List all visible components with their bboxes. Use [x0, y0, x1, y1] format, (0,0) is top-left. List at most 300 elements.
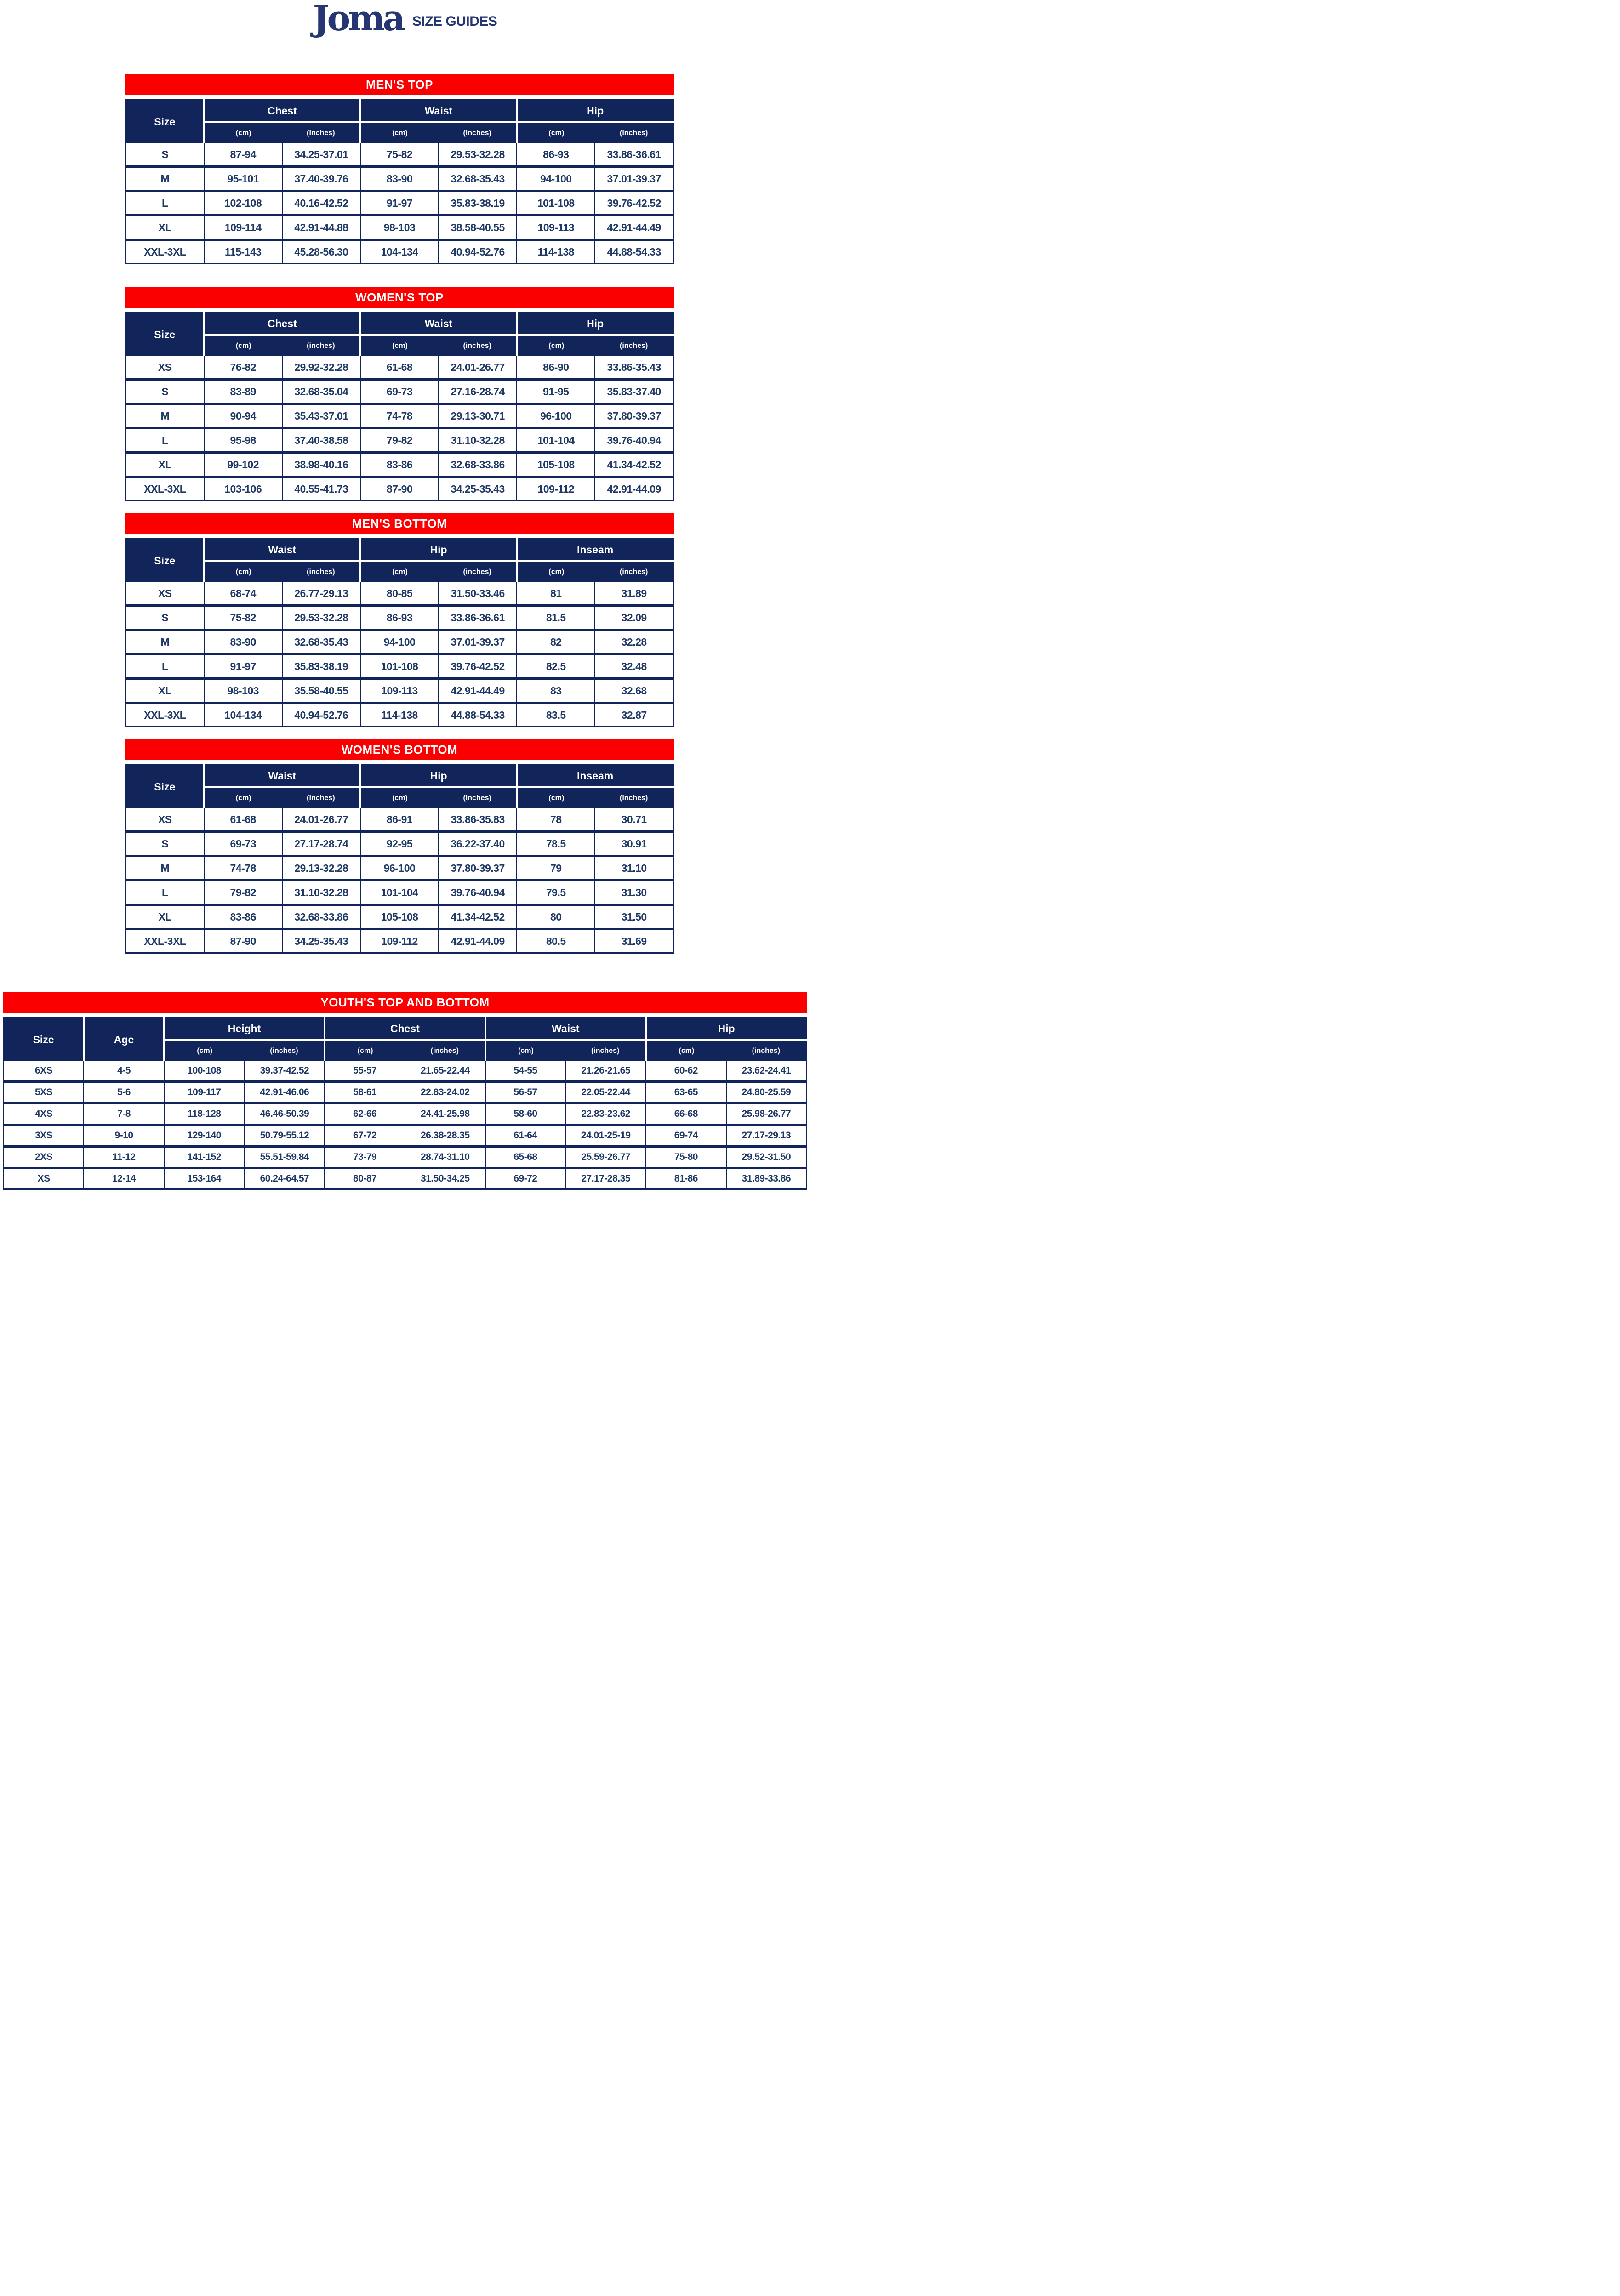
value-cell: 98-103: [204, 679, 282, 703]
table-row: [4, 1103, 807, 1125]
column-header-unit: (cm): [325, 1040, 405, 1061]
value-cell: 73-79: [325, 1147, 405, 1168]
value-cell: 33.86-35.83: [439, 808, 517, 832]
value-cell: 35.43-37.01: [282, 404, 360, 428]
value-cell: 101-108: [360, 654, 439, 679]
value-cell: 83-89: [204, 380, 282, 404]
column-header-size: Size: [126, 313, 204, 357]
value-cell: 81-86: [646, 1168, 726, 1189]
value-cell: 75-82: [360, 143, 439, 167]
value-cell: 24.80-25.59: [726, 1082, 807, 1103]
value-cell: 101-104: [517, 428, 595, 453]
value-cell: 31.30: [595, 881, 673, 905]
value-cell: 82: [517, 630, 595, 654]
value-cell: 86-93: [360, 606, 439, 630]
value-cell: 37.40-39.76: [282, 167, 360, 191]
value-cell: 80-85: [360, 582, 439, 606]
size-cell: 4XS: [4, 1103, 84, 1125]
value-cell: 100-108: [164, 1061, 245, 1082]
size-cell: L: [126, 881, 204, 905]
column-header-group: Hip: [517, 313, 673, 335]
joma-logo: Joma: [313, 0, 403, 39]
value-cell: 30.91: [595, 832, 673, 856]
size-cell: M: [126, 630, 204, 654]
value-cell: 40.94-52.76: [439, 240, 517, 264]
value-cell: 87-90: [360, 477, 439, 501]
column-header-group: Waist: [360, 100, 517, 123]
value-cell: 31.50-33.46: [439, 582, 517, 606]
column-header-group: Waist: [204, 539, 360, 562]
value-cell: 44.88-54.33: [439, 703, 517, 727]
column-header-unit: (inches): [282, 122, 360, 143]
size-cell: XL: [126, 679, 204, 703]
value-cell: 98-103: [360, 216, 439, 240]
age-cell: 5-6: [84, 1082, 164, 1103]
column-header-group: Chest: [325, 1017, 485, 1040]
value-cell: 21.65-22.44: [405, 1061, 485, 1082]
value-cell: 91-97: [360, 191, 439, 216]
table-row: [126, 477, 673, 501]
size-cell: XXL-3XL: [126, 240, 204, 264]
value-cell: 86-93: [517, 143, 595, 167]
column-header-size: Size: [126, 100, 204, 144]
column-header-unit: (cm): [204, 335, 282, 356]
value-cell: 40.16-42.52: [282, 191, 360, 216]
value-cell: 109-112: [360, 929, 439, 953]
column-header-unit: (inches): [439, 335, 517, 356]
size-cell: S: [126, 832, 204, 856]
age-cell: 4-5: [84, 1061, 164, 1082]
size-table: [125, 312, 674, 501]
value-cell: 31.50-34.25: [405, 1168, 485, 1189]
column-header-unit: (inches): [439, 122, 517, 143]
value-cell: 105-108: [360, 905, 439, 929]
value-cell: 22.83-24.02: [405, 1082, 485, 1103]
value-cell: 99-102: [204, 453, 282, 477]
value-cell: 32.09: [595, 606, 673, 630]
size-table: [125, 538, 674, 727]
value-cell: 50.79-55.12: [245, 1125, 325, 1147]
table-title-band: YOUTH'S TOP AND BOTTOM: [3, 992, 807, 1013]
value-cell: 31.69: [595, 929, 673, 953]
value-cell: 55-57: [325, 1061, 405, 1082]
value-cell: 24.01-26.77: [439, 356, 517, 380]
header-units-row: [126, 561, 673, 582]
value-cell: 76-82: [204, 356, 282, 380]
column-header-unit: (inches): [282, 787, 360, 808]
value-cell: 22.05-22.44: [565, 1082, 646, 1103]
column-header-unit: (cm): [204, 561, 282, 582]
value-cell: 38.98-40.16: [282, 453, 360, 477]
value-cell: 109-117: [164, 1082, 245, 1103]
size-cell: XS: [126, 582, 204, 606]
value-cell: 78.5: [517, 832, 595, 856]
column-header-unit: (cm): [360, 122, 439, 143]
value-cell: 75-82: [204, 606, 282, 630]
column-header-size: Size: [126, 765, 204, 809]
value-cell: 75-80: [646, 1147, 726, 1168]
value-cell: 69-74: [646, 1125, 726, 1147]
value-cell: 79-82: [204, 881, 282, 905]
value-cell: 79.5: [517, 881, 595, 905]
value-cell: 42.91-44.49: [439, 679, 517, 703]
column-header-unit: (inches): [439, 561, 517, 582]
size-cell: M: [126, 856, 204, 881]
value-cell: 21.26-21.65: [565, 1061, 646, 1082]
value-cell: 32.28: [595, 630, 673, 654]
value-cell: 74-78: [360, 404, 439, 428]
value-cell: 109-112: [517, 477, 595, 501]
value-cell: 42.91-46.06: [245, 1082, 325, 1103]
column-header-group: Hip: [360, 539, 517, 562]
column-header-group: Inseam: [517, 765, 673, 788]
column-header-unit: (inches): [282, 335, 360, 356]
value-cell: 39.76-40.94: [595, 428, 673, 453]
value-cell: 92-95: [360, 832, 439, 856]
value-cell: 32.68: [595, 679, 673, 703]
column-header-unit: (inches): [595, 122, 673, 143]
value-cell: 60.24-64.57: [245, 1168, 325, 1189]
value-cell: 61-68: [360, 356, 439, 380]
header-group-row: [126, 765, 673, 788]
value-cell: 114-138: [360, 703, 439, 727]
value-cell: 32.87: [595, 703, 673, 727]
value-cell: 83-86: [360, 453, 439, 477]
table-row: [126, 143, 673, 167]
value-cell: 102-108: [204, 191, 282, 216]
page-header: [0, 0, 810, 39]
table-row: [126, 679, 673, 703]
column-header-unit: (inches): [565, 1040, 646, 1061]
value-cell: 80-87: [325, 1168, 405, 1189]
value-cell: 32.68-35.43: [282, 630, 360, 654]
table-row: [126, 582, 673, 606]
size-cell: XXL-3XL: [126, 929, 204, 953]
age-cell: 11-12: [84, 1147, 164, 1168]
header-group-row: [126, 313, 673, 335]
size-cell: XS: [126, 356, 204, 380]
column-header-group: Chest: [204, 100, 360, 123]
value-cell: 34.25-35.43: [282, 929, 360, 953]
value-cell: 25.98-26.77: [726, 1103, 807, 1125]
table-row: [126, 404, 673, 428]
value-cell: 86-91: [360, 808, 439, 832]
header-group-row: [126, 100, 673, 123]
size-cell: 3XS: [4, 1125, 84, 1147]
value-cell: 29.13-32.28: [282, 856, 360, 881]
value-cell: 78: [517, 808, 595, 832]
size-cell: L: [126, 428, 204, 453]
value-cell: 35.83-38.19: [439, 191, 517, 216]
column-header-unit: (cm): [646, 1040, 726, 1061]
column-header-unit: (cm): [204, 122, 282, 143]
value-cell: 55.51-59.84: [245, 1147, 325, 1168]
column-header-unit: (cm): [517, 787, 595, 808]
value-cell: 67-72: [325, 1125, 405, 1147]
value-cell: 80.5: [517, 929, 595, 953]
value-cell: 115-143: [204, 240, 282, 264]
column-header-unit: (inches): [595, 787, 673, 808]
table-row: [4, 1147, 807, 1168]
column-header-unit: (cm): [517, 122, 595, 143]
value-cell: 60-62: [646, 1061, 726, 1082]
size-cell: L: [126, 654, 204, 679]
value-cell: 27.16-28.74: [439, 380, 517, 404]
column-header-unit: (cm): [204, 787, 282, 808]
column-header-unit: (cm): [485, 1040, 566, 1061]
size-cell: S: [126, 606, 204, 630]
guide-section: [125, 739, 674, 954]
size-cell: 6XS: [4, 1061, 84, 1082]
column-header-age: Age: [84, 1017, 164, 1062]
column-header-unit: (inches): [726, 1040, 807, 1061]
value-cell: 44.88-54.33: [595, 240, 673, 264]
value-cell: 94-100: [517, 167, 595, 191]
value-cell: 141-152: [164, 1147, 245, 1168]
value-cell: 27.17-28.35: [565, 1168, 646, 1189]
value-cell: 39.76-42.52: [595, 191, 673, 216]
value-cell: 79: [517, 856, 595, 881]
size-table: [125, 764, 674, 954]
value-cell: 34.25-37.01: [282, 143, 360, 167]
value-cell: 109-113: [517, 216, 595, 240]
value-cell: 41.34-42.52: [595, 453, 673, 477]
value-cell: 26.77-29.13: [282, 582, 360, 606]
value-cell: 46.46-50.39: [245, 1103, 325, 1125]
value-cell: 29.92-32.28: [282, 356, 360, 380]
value-cell: 41.34-42.52: [439, 905, 517, 929]
value-cell: 29.53-32.28: [282, 606, 360, 630]
guide-section: [125, 74, 674, 264]
table-row: [126, 929, 673, 953]
value-cell: 33.86-36.61: [595, 143, 673, 167]
column-header-group: Hip: [360, 765, 517, 788]
column-header-group: Waist: [485, 1017, 646, 1040]
size-cell: L: [126, 191, 204, 216]
column-header-unit: (inches): [282, 561, 360, 582]
table-row: [126, 856, 673, 881]
value-cell: 31.89: [595, 582, 673, 606]
column-header-unit: (cm): [164, 1040, 245, 1061]
size-cell: S: [126, 380, 204, 404]
column-header-size: Size: [126, 539, 204, 583]
size-cell: XL: [126, 216, 204, 240]
value-cell: 80: [517, 905, 595, 929]
value-cell: 104-134: [204, 703, 282, 727]
column-header-unit: (inches): [595, 561, 673, 582]
value-cell: 58-60: [485, 1103, 566, 1125]
table-row: [4, 1125, 807, 1147]
column-header-unit: (cm): [517, 335, 595, 356]
value-cell: 31.89-33.86: [726, 1168, 807, 1189]
value-cell: 87-94: [204, 143, 282, 167]
value-cell: 65-68: [485, 1147, 566, 1168]
size-cell: XS: [126, 808, 204, 832]
value-cell: 74-78: [204, 856, 282, 881]
value-cell: 42.91-44.49: [595, 216, 673, 240]
size-table: [125, 99, 674, 264]
value-cell: 91-97: [204, 654, 282, 679]
table-row: [126, 606, 673, 630]
value-cell: 104-134: [360, 240, 439, 264]
table-row: [126, 380, 673, 404]
value-cell: 37.80-39.37: [595, 404, 673, 428]
value-cell: 81: [517, 582, 595, 606]
value-cell: 101-108: [517, 191, 595, 216]
value-cell: 37.80-39.37: [439, 856, 517, 881]
value-cell: 32.68-35.43: [439, 167, 517, 191]
value-cell: 32.68-35.04: [282, 380, 360, 404]
guide-section: [3, 992, 807, 1190]
value-cell: 39.37-42.52: [245, 1061, 325, 1082]
guide-section: [125, 513, 674, 727]
column-header-unit: (cm): [360, 335, 439, 356]
value-cell: 95-98: [204, 428, 282, 453]
value-cell: 101-104: [360, 881, 439, 905]
column-header-unit: (inches): [595, 335, 673, 356]
value-cell: 39.76-40.94: [439, 881, 517, 905]
value-cell: 83-90: [360, 167, 439, 191]
value-cell: 68-74: [204, 582, 282, 606]
table-row: [126, 905, 673, 929]
value-cell: 63-65: [646, 1082, 726, 1103]
size-cell: M: [126, 404, 204, 428]
column-header-unit: (cm): [360, 787, 439, 808]
value-cell: 153-164: [164, 1168, 245, 1189]
size-cell: S: [126, 143, 204, 167]
size-cell: XL: [126, 905, 204, 929]
table-row: [126, 808, 673, 832]
size-cell: 2XS: [4, 1147, 84, 1168]
value-cell: 83.5: [517, 703, 595, 727]
value-cell: 22.83-23.62: [565, 1103, 646, 1125]
value-cell: 86-90: [517, 356, 595, 380]
age-cell: 9-10: [84, 1125, 164, 1147]
column-header-unit: (inches): [439, 787, 517, 808]
value-cell: 24.41-25.98: [405, 1103, 485, 1125]
value-cell: 42.91-44.88: [282, 216, 360, 240]
value-cell: 45.28-56.30: [282, 240, 360, 264]
value-cell: 38.58-40.55: [439, 216, 517, 240]
size-cell: M: [126, 167, 204, 191]
column-header-group: Inseam: [517, 539, 673, 562]
column-header-group: Waist: [204, 765, 360, 788]
table-row: [126, 654, 673, 679]
value-cell: 37.01-39.37: [595, 167, 673, 191]
value-cell: 23.62-24.41: [726, 1061, 807, 1082]
table-title-band: WOMEN'S TOP: [125, 287, 674, 308]
table-row: [126, 191, 673, 216]
value-cell: 83-86: [204, 905, 282, 929]
value-cell: 129-140: [164, 1125, 245, 1147]
value-cell: 33.86-36.61: [439, 606, 517, 630]
value-cell: 31.50: [595, 905, 673, 929]
value-cell: 40.94-52.76: [282, 703, 360, 727]
value-cell: 79-82: [360, 428, 439, 453]
value-cell: 32.68-33.86: [439, 453, 517, 477]
value-cell: 96-100: [360, 856, 439, 881]
size-cell: 5XS: [4, 1082, 84, 1103]
value-cell: 96-100: [517, 404, 595, 428]
value-cell: 31.10-32.28: [282, 881, 360, 905]
table-row: [4, 1061, 807, 1082]
value-cell: 31.10-32.28: [439, 428, 517, 453]
value-cell: 26.38-28.35: [405, 1125, 485, 1147]
column-header-group: Waist: [360, 313, 517, 335]
value-cell: 69-72: [485, 1168, 566, 1189]
guide-section: [125, 287, 674, 501]
table-row: [126, 167, 673, 191]
table-row: [126, 881, 673, 905]
age-cell: 7-8: [84, 1103, 164, 1125]
value-cell: 61-64: [485, 1125, 566, 1147]
column-header-group: Height: [164, 1017, 325, 1040]
value-cell: 118-128: [164, 1103, 245, 1125]
value-cell: 95-101: [204, 167, 282, 191]
table-row: [126, 453, 673, 477]
value-cell: 69-73: [360, 380, 439, 404]
table-row: [126, 240, 673, 264]
value-cell: 27.17-28.74: [282, 832, 360, 856]
value-cell: 30.71: [595, 808, 673, 832]
value-cell: 66-68: [646, 1103, 726, 1125]
size-guides-main: [0, 74, 810, 1190]
header-group-row: [126, 539, 673, 562]
column-header-group: Hip: [646, 1017, 807, 1040]
value-cell: 37.01-39.37: [439, 630, 517, 654]
page-title: SIZE GUIDES: [412, 14, 497, 29]
value-cell: 114-138: [517, 240, 595, 264]
table-title-band: MEN'S TOP: [125, 74, 674, 95]
value-cell: 32.68-33.86: [282, 905, 360, 929]
value-cell: 103-106: [204, 477, 282, 501]
value-cell: 31.10: [595, 856, 673, 881]
value-cell: 54-55: [485, 1061, 566, 1082]
value-cell: 24.01-26.77: [282, 808, 360, 832]
value-cell: 61-68: [204, 808, 282, 832]
value-cell: 81.5: [517, 606, 595, 630]
size-cell: XXL-3XL: [126, 477, 204, 501]
table-row: [126, 216, 673, 240]
value-cell: 62-66: [325, 1103, 405, 1125]
value-cell: 90-94: [204, 404, 282, 428]
value-cell: 58-61: [325, 1082, 405, 1103]
value-cell: 42.91-44.09: [595, 477, 673, 501]
value-cell: 56-57: [485, 1082, 566, 1103]
value-cell: 109-113: [360, 679, 439, 703]
table-row: [4, 1168, 807, 1189]
value-cell: 82.5: [517, 654, 595, 679]
value-cell: 28.74-31.10: [405, 1147, 485, 1168]
header-units-row: [126, 122, 673, 143]
header-group-row: [4, 1017, 807, 1040]
size-cell: XS: [4, 1168, 84, 1189]
value-cell: 91-95: [517, 380, 595, 404]
value-cell: 35.83-38.19: [282, 654, 360, 679]
table-title-band: MEN'S BOTTOM: [125, 513, 674, 534]
value-cell: 35.58-40.55: [282, 679, 360, 703]
table-row: [126, 630, 673, 654]
value-cell: 69-73: [204, 832, 282, 856]
value-cell: 94-100: [360, 630, 439, 654]
value-cell: 37.40-38.58: [282, 428, 360, 453]
value-cell: 83: [517, 679, 595, 703]
size-table: [3, 1017, 807, 1190]
value-cell: 35.83-37.40: [595, 380, 673, 404]
value-cell: 39.76-42.52: [439, 654, 517, 679]
value-cell: 105-108: [517, 453, 595, 477]
age-cell: 12-14: [84, 1168, 164, 1189]
